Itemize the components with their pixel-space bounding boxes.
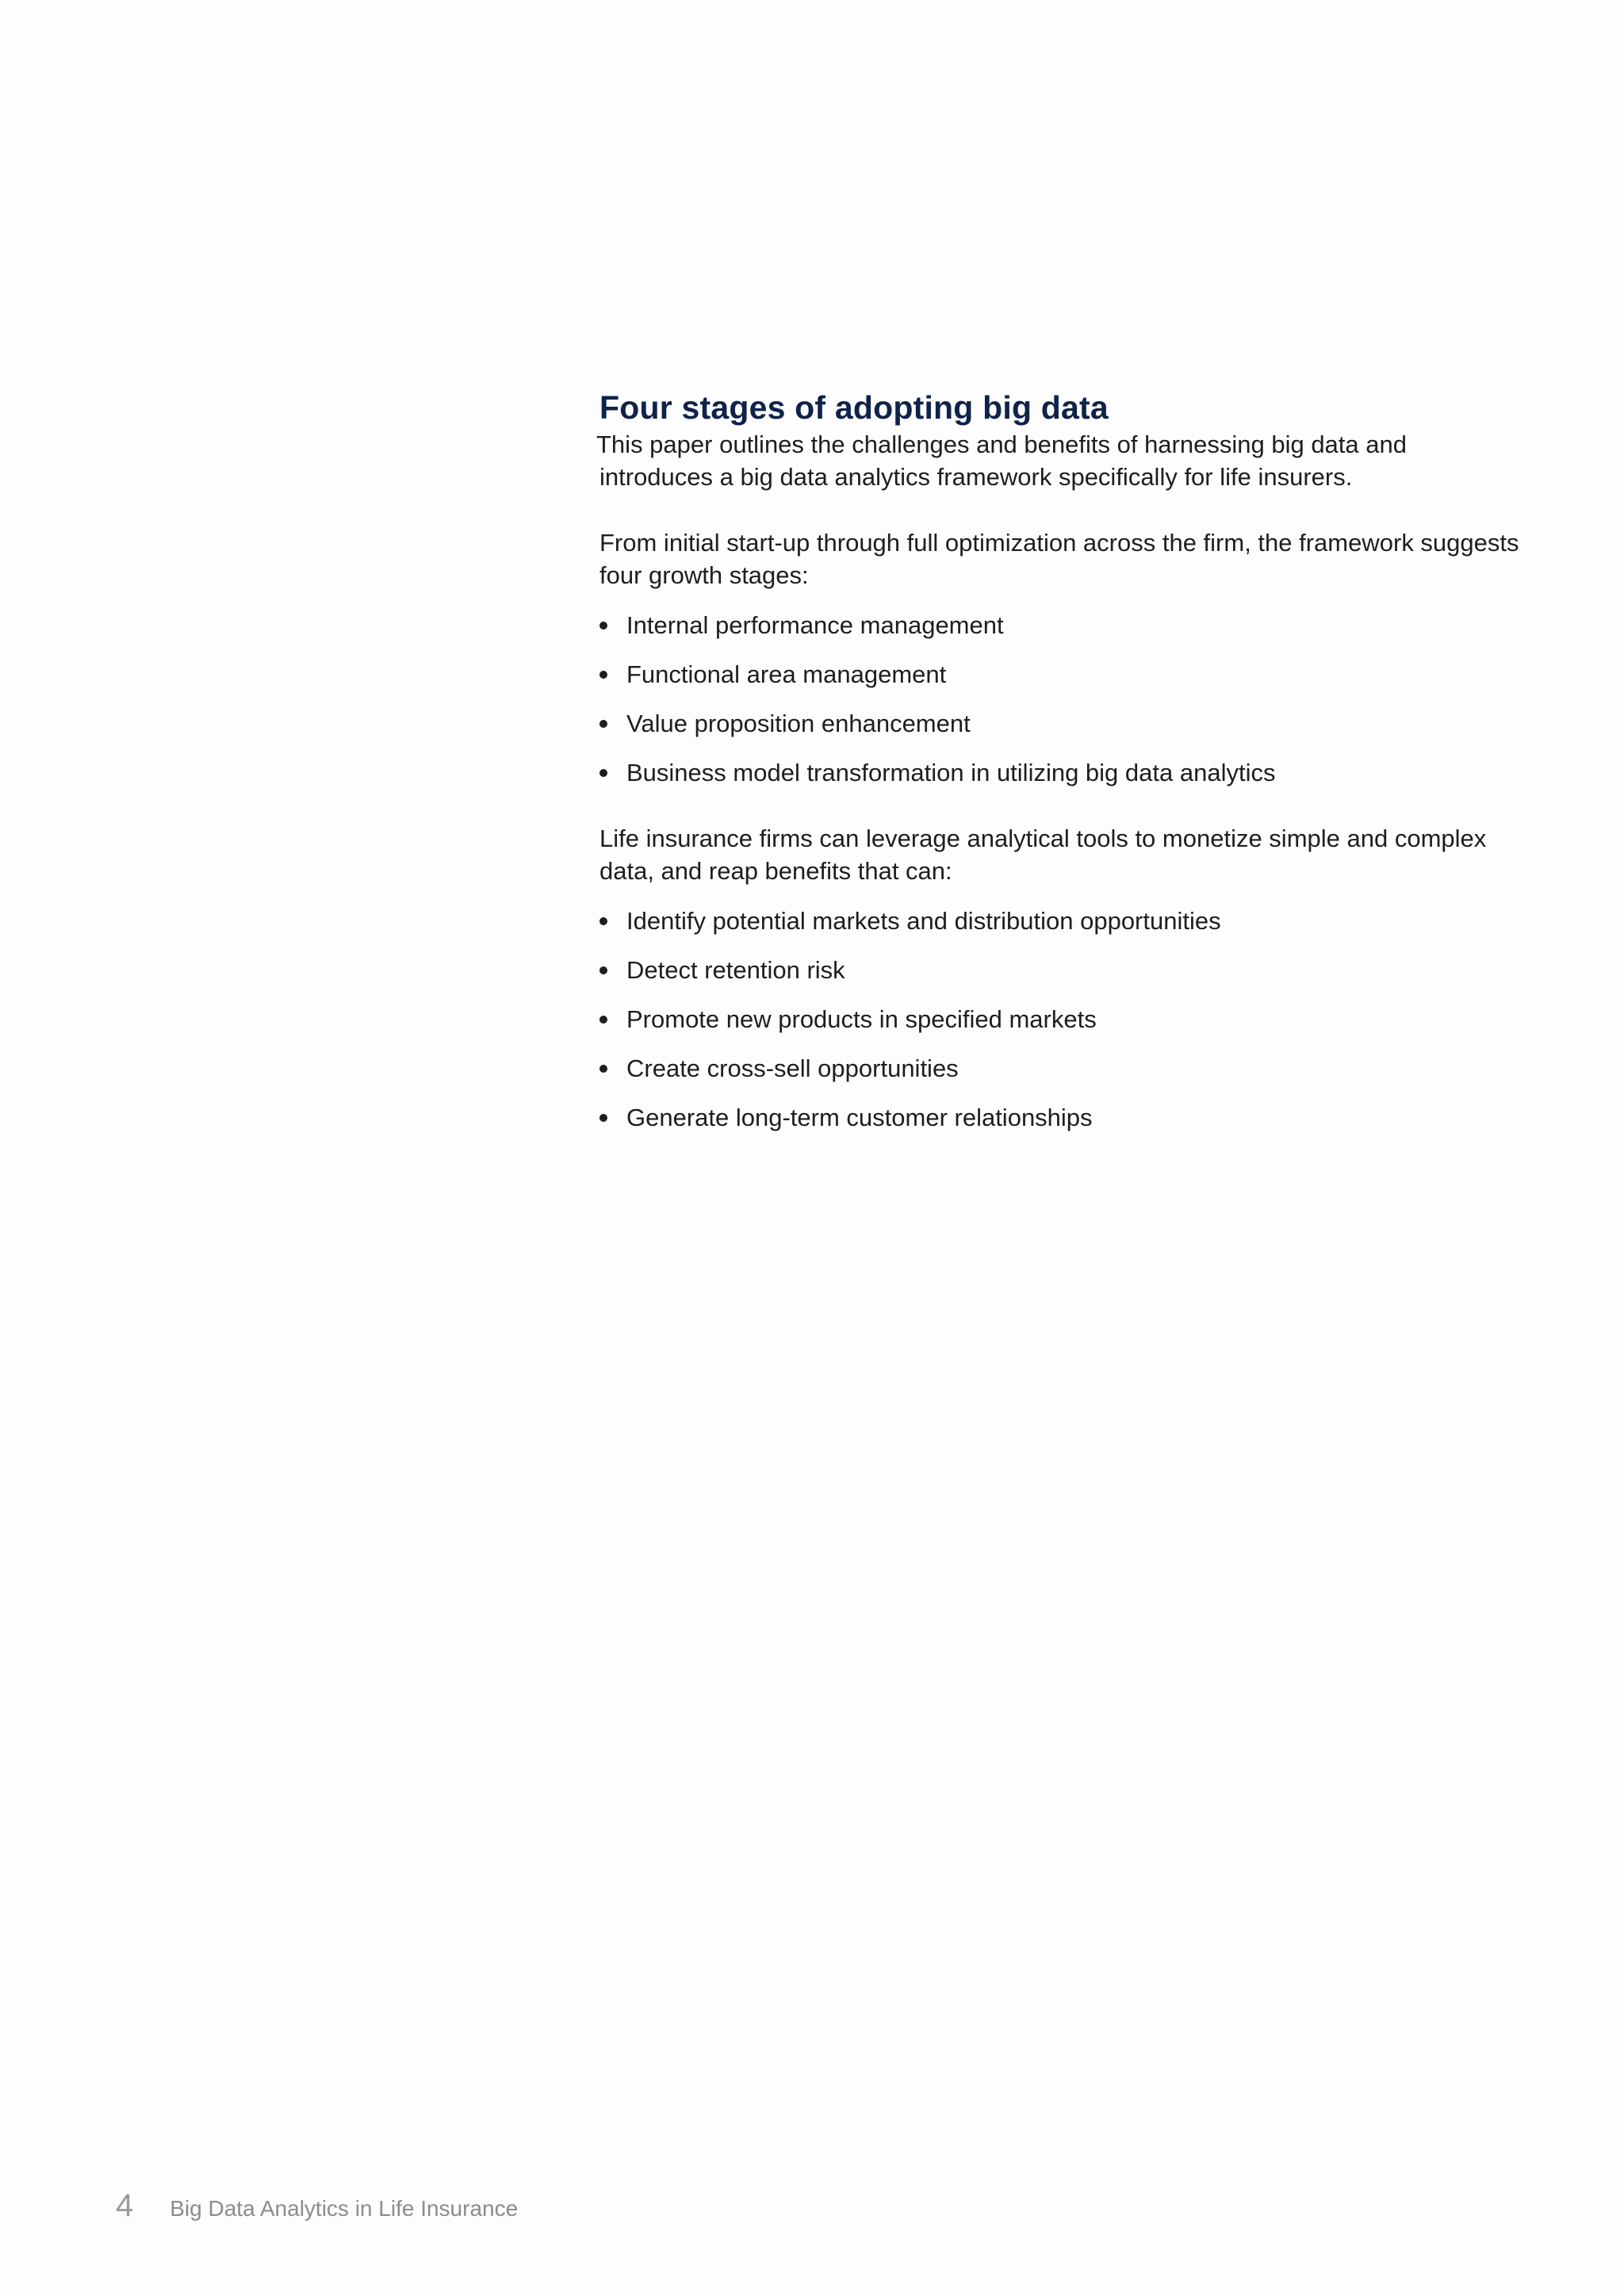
bullet-icon bbox=[599, 671, 607, 679]
benefit-item-label: Identify potential markets and distribution opportunities bbox=[626, 907, 1221, 935]
bullet-icon bbox=[599, 720, 607, 728]
stage-item-label: Internal performance management bbox=[626, 611, 1004, 639]
stage-item-label: Value proposition enhancement bbox=[626, 710, 971, 737]
running-title: Big Data Analytics in Life Insurance bbox=[170, 2196, 519, 2221]
main-content bbox=[596, 387, 1519, 1134]
list-item bbox=[599, 609, 1519, 641]
benefits-paragraph: Life insurance firms can leverage analytical tools to monetize simple and complex data, and reap benefits that can: bbox=[599, 825, 1487, 885]
benefit-item-label: Promote new products in specified markets bbox=[626, 1005, 1097, 1033]
bullet-icon bbox=[599, 917, 607, 925]
bullet-icon bbox=[599, 1016, 607, 1024]
benefit-item-label: Detect retention risk bbox=[626, 956, 845, 984]
benefit-item-label: Create cross-sell opportunities bbox=[626, 1054, 959, 1082]
benefit-item-label: Generate long-term customer relationships bbox=[626, 1104, 1093, 1131]
list-item bbox=[599, 1052, 1519, 1085]
list-item bbox=[599, 756, 1519, 789]
list-item bbox=[599, 707, 1519, 740]
benefits-list bbox=[599, 905, 1519, 1134]
intro-line-1: This paper outlines the challenges and benefits of harnessing big data and bbox=[596, 430, 1407, 458]
bullet-icon bbox=[599, 622, 607, 629]
framework-paragraph: From initial start-up through full optimization across the firm, the framework suggests four growth stages: bbox=[599, 529, 1519, 589]
list-item bbox=[599, 905, 1519, 937]
page-footer bbox=[116, 2188, 518, 2226]
intro-paragraph bbox=[596, 428, 1519, 493]
stages-list bbox=[599, 609, 1519, 789]
stage-item-label: Business model transformation in utilizing big data analytics bbox=[626, 759, 1276, 786]
bullet-icon bbox=[599, 1065, 607, 1073]
bullet-icon bbox=[599, 966, 607, 974]
stage-item-label: Functional area management bbox=[626, 660, 947, 688]
list-item bbox=[599, 658, 1519, 691]
list-item bbox=[599, 1003, 1519, 1035]
page-number: 4 bbox=[116, 2188, 134, 2223]
section-heading: Four stages of adopting big data bbox=[599, 389, 1109, 426]
intro-line-2: introduces a big data analytics framework specifically for life insurers. bbox=[599, 463, 1353, 491]
bullet-icon bbox=[599, 1114, 607, 1122]
list-item bbox=[599, 954, 1519, 986]
bullet-icon bbox=[599, 769, 607, 777]
list-item bbox=[599, 1101, 1519, 1134]
